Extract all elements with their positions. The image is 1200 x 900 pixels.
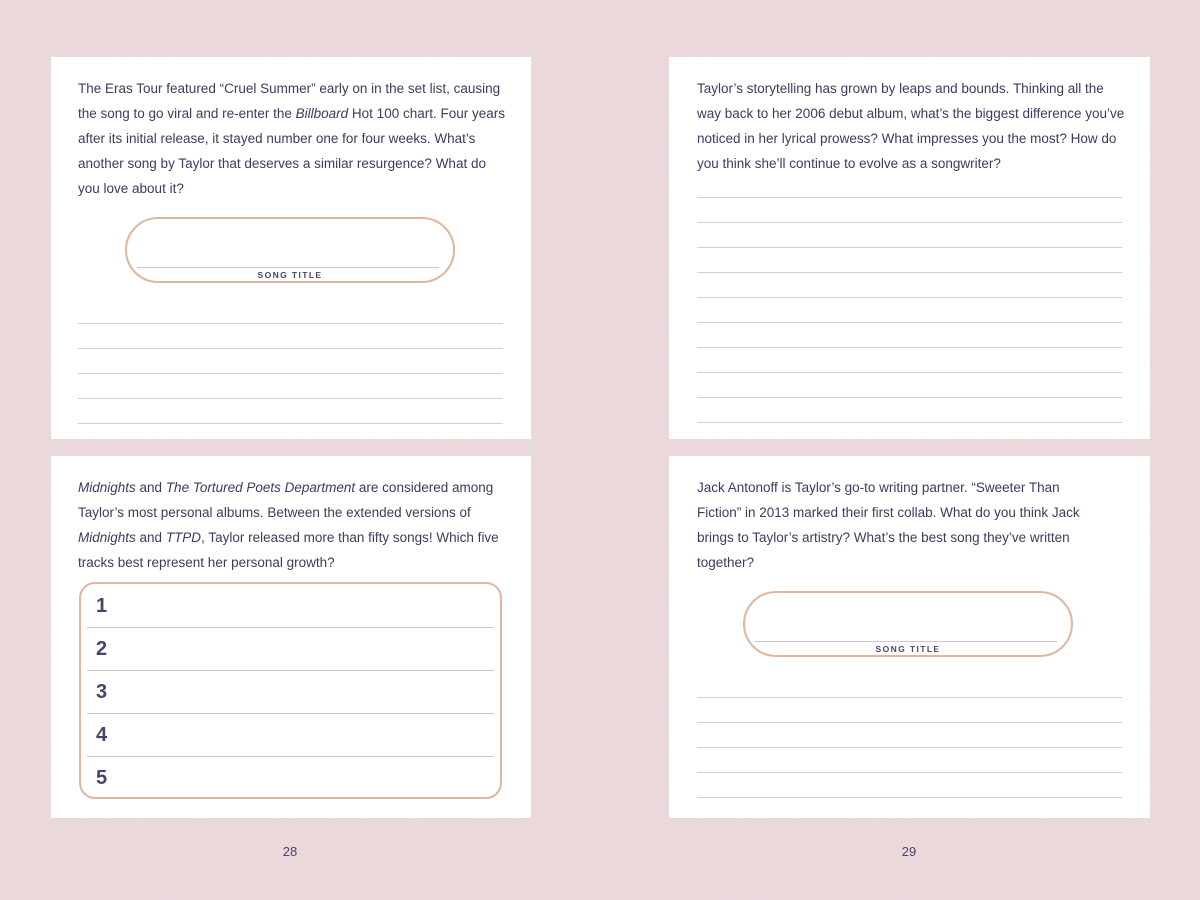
song-title-field[interactable] [743, 591, 1073, 657]
rank-number: 4 [96, 724, 108, 746]
prompt-card-personal-albums [51, 456, 531, 818]
prompt-text-part: Hot 100 chart. Four years after its initial release, it stayed number one for four weeks. What’s another song by Taylor that deserves a similar resurgence? What do you love about it? [78, 106, 505, 196]
prompt-text: Taylor’s storytelling has grown by leaps and bounds. Thinking all the way back to her 2006 debut album, what’s the biggest difference you’ve noticed in her lyrical prowess? What impresses you the most? How do you think she’ll continue to evolve as a songwriter? [697, 81, 1125, 171]
rank-row[interactable] [87, 587, 494, 630]
page-number-left: 28 [282, 844, 298, 859]
writing-line[interactable] [697, 247, 1122, 248]
rank-row[interactable] [87, 759, 494, 802]
prompt-text-part: , Taylor released more than fifty songs! Which five tracks best represent her personal growth? [78, 530, 499, 570]
rank-line [87, 627, 494, 628]
writing-line[interactable] [697, 347, 1122, 348]
writing-line[interactable] [697, 697, 1122, 698]
writing-line[interactable] [697, 322, 1122, 323]
prompt-card-storytelling [669, 57, 1150, 439]
writing-line[interactable] [78, 423, 503, 424]
writing-line[interactable] [697, 297, 1122, 298]
writing-line[interactable] [697, 372, 1122, 373]
writing-line[interactable] [697, 197, 1122, 198]
rank-row[interactable] [87, 673, 494, 716]
prompt-text-part: and [135, 530, 166, 545]
writing-line[interactable] [78, 373, 503, 374]
writing-line[interactable] [78, 398, 503, 399]
song-title-label: SONG TITLE [257, 270, 323, 280]
rank-number: 2 [96, 638, 108, 660]
top-five-list [79, 582, 502, 799]
album-title-midnights: Midnights [78, 480, 136, 495]
writing-line[interactable] [78, 323, 503, 324]
writing-line[interactable] [697, 772, 1122, 773]
prompt-text-part: The Eras Tour featured “Cruel Summer” early on in the set list, causing the song to go viral and re-enter the [78, 81, 501, 121]
song-title-field[interactable] [125, 217, 455, 283]
song-title-label: SONG TITLE [875, 644, 941, 654]
rank-number: 3 [96, 681, 108, 703]
rank-row[interactable] [87, 716, 494, 759]
prompt-text [78, 76, 508, 201]
album-title-ttpd: The Tortured Poets Department [165, 480, 356, 495]
song-title-underline [755, 641, 1057, 642]
song-title-underline [137, 267, 439, 268]
writing-line[interactable] [697, 272, 1122, 273]
prompt-text: Jack Antonoff is Taylor’s go-to writing partner. “Sweeter Than Fiction” in 2013 marked their first collab. What do you think Jack brings to Taylor’s artistry? What’s the best song they’ve written together? [697, 480, 1080, 570]
prompt-card-jack-antonoff [669, 456, 1150, 818]
rank-number: 5 [96, 767, 108, 789]
rank-line [87, 670, 494, 671]
prompt-card-cruel-summer [51, 57, 531, 439]
album-title-midnights: Midnights [78, 530, 136, 545]
writing-line[interactable] [697, 222, 1122, 223]
writing-line[interactable] [697, 397, 1122, 398]
prompt-text-part: are considered among Taylor’s most personal albums. Between the extended versions of [78, 480, 494, 520]
rank-line [87, 713, 494, 714]
writing-line[interactable] [697, 422, 1122, 423]
writing-line[interactable] [697, 797, 1122, 798]
prompt-italic-title: Billboard [295, 106, 349, 121]
writing-line[interactable] [78, 348, 503, 349]
prompt-text [78, 475, 508, 575]
prompt-text-part: and [135, 480, 166, 495]
album-title-ttpd-short: TTPD [165, 530, 202, 545]
page-number-right: 29 [901, 844, 917, 859]
rank-row[interactable] [87, 630, 494, 673]
writing-line[interactable] [697, 747, 1122, 748]
rank-line [87, 756, 494, 757]
rank-number: 1 [96, 595, 108, 617]
writing-line[interactable] [697, 722, 1122, 723]
